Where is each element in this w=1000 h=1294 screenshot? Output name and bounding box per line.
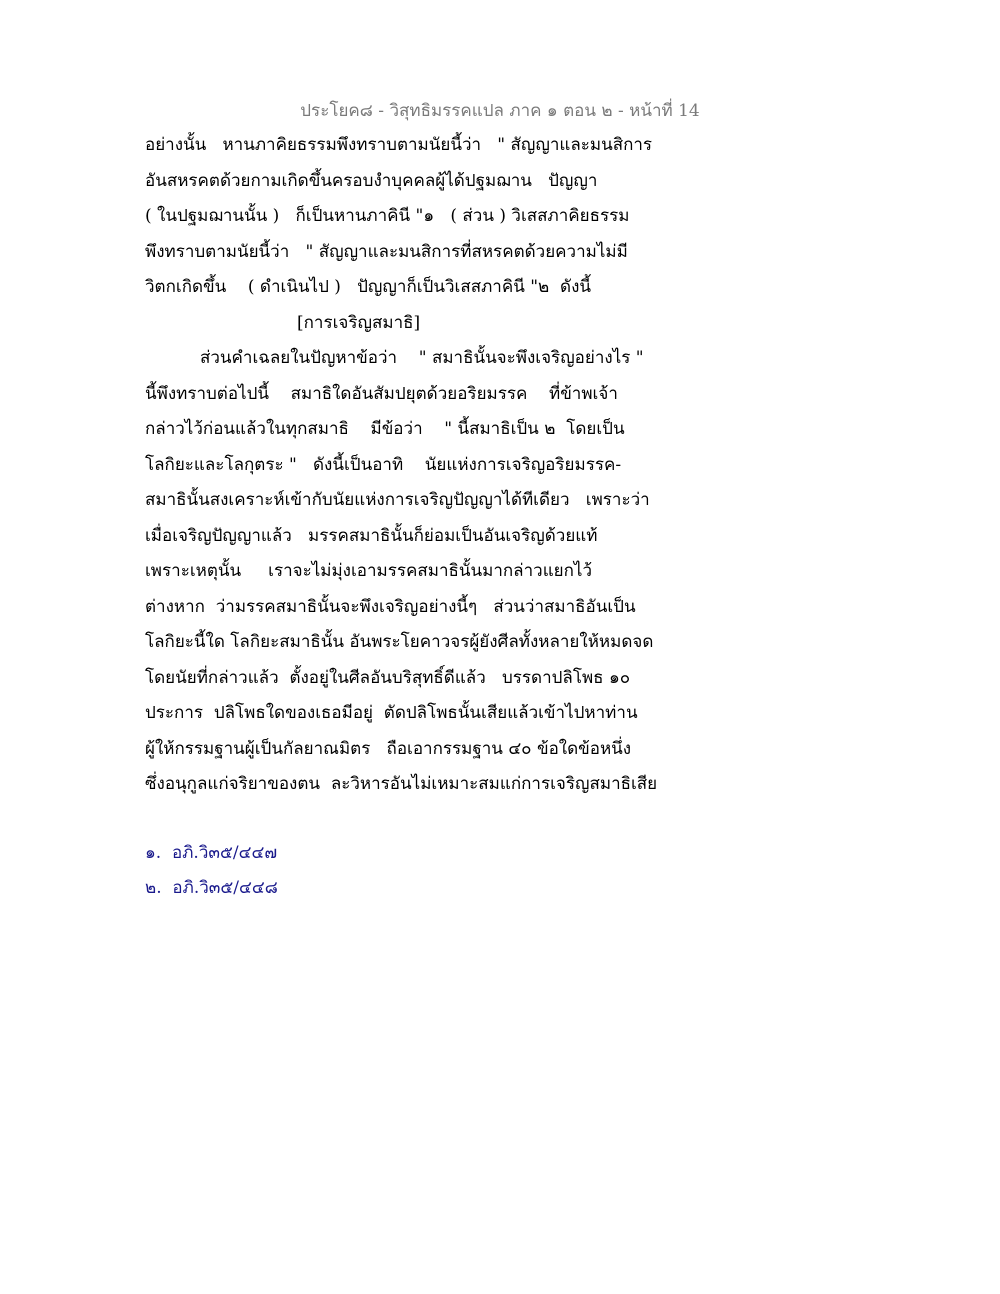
text-line: ประการ ปลิโพธใดของเธอมีอยู่ ตัดปลิโพธนั้นเสียแล้วเข้าไปหาท่าน	[145, 703, 638, 723]
text-line: สมาธินั้นสงเคราะห์เข้ากับนัยแห่งการเจริญปัญญาได้ทีเดียว เพราะว่า	[145, 490, 650, 510]
text-line: นี้พึงทราบต่อไปนี้ สมาธิใดอันสัมปยุตด้วยอริยมรรค ที่ข้าพเจ้า	[145, 383, 618, 404]
text-line: อย่างนั้น หานภาคิยธรรมพึงทราบตามนัยนี้ว่า " สัญญาและมนสิการ	[145, 135, 653, 155]
text-line: อันสหรคตด้วยกามเกิดขึ้นครอบงำบุคคลผู้ได้ปฐมฌาน ปัญญา	[145, 170, 598, 191]
text-line: ส่วนคำเฉลยในปัญหาข้อว่า " สมาธินั้นจะพึงเจริญอย่างไร "	[200, 348, 644, 368]
text-line: ผู้ให้กรรมฐานผู้เป็นกัลยาณมิตร ถือเอากรรมฐาน ๔๐ ข้อใดข้อหนึ่ง	[145, 738, 632, 759]
text-line: เมื่อเจริญปัญญาแล้ว มรรคสมาธินั้นก็ย่อมเป็นอันเจริญด้วยแท้	[145, 525, 598, 546]
text-line: กล่าวไว้ก่อนแล้วในทุกสมาธิ มีข้อว่า " นี้สมาธิเป็น ๒ โดยเป็น	[145, 419, 625, 439]
text-line: เพราะเหตุนั้น เราจะไม่มุ่งเอามรรคสมาธินั้นมากล่าวแยกไว้	[145, 561, 592, 581]
text-line: ( ในปฐมฌานนั้น ) ก็เป็นหานภาคินี "๑ ( ส่วน ) วิเสสภาคิยธรรม	[145, 206, 630, 226]
page-header: ประโยค๘ - วิสุทธิมรรคแปล ภาค ๑ ตอน ๒ - หน้าที่ 14	[300, 101, 700, 121]
text-line: โดยนัยที่กล่าวแล้ว ตั้งอยู่ในศีลอันบริสุทธิ์ดีแล้ว บรรดาปลิโพธ ๑๐	[145, 667, 631, 688]
footnote-2: ๒. อภิ.วิ๓๕/๔๔๘	[145, 878, 278, 898]
text-line: วิตกเกิดขึ้น ( ดำเนินไป ) ปัญญาก็เป็นวิเสสภาคินี "๒ ดังนี้	[145, 277, 592, 297]
section-heading: [การเจริญสมาธิ]	[297, 312, 421, 333]
body-text	[145, 128, 665, 803]
footnotes	[145, 836, 278, 906]
text-line: ต่างหาก ว่ามรรคสมาธินั้นจะพึงเจริญอย่างนี้ๆ ส่วนว่าสมาธิอันเป็น	[145, 596, 636, 617]
footnote-1: ๑. อภิ.วิ๓๕/๔๔๗	[145, 843, 278, 863]
text-line: พึงทราบตามนัยนี้ว่า " สัญญาและมนสิการที่สหรคตด้วยความไม่มี	[145, 241, 628, 262]
text-line: โลกิยะและโลกุตระ " ดังนี้เป็นอาทิ นัยแห่งการเจริญอริยมรรค-	[145, 454, 622, 475]
text-line: ซึ่งอนุกูลแก่จริยาของตน ละวิหารอันไม่เหมาะสมแก่การเจริญสมาธิเสีย	[145, 774, 658, 794]
text-line: โลกิยะนี้ใด โลกิยะสมาธินั้น อันพระโยคาวจรผู้ยังศีลทั้งหลายให้หมดจด	[145, 632, 654, 652]
